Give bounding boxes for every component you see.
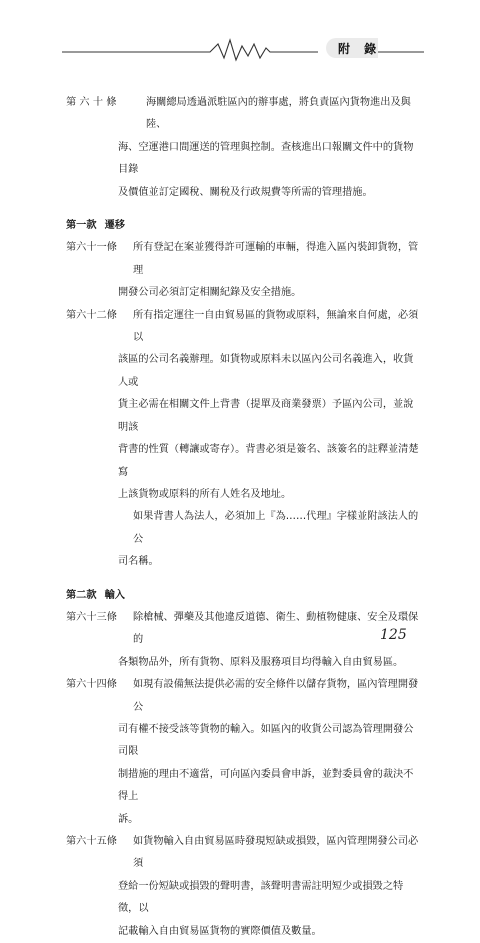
- section-number: 第二款: [66, 589, 97, 601]
- article-line: 該區的公司名義辦理。如貨物或原料未以區內公司名義進入，收貨人或: [118, 354, 414, 388]
- article-line: 司名稱。: [118, 556, 159, 568]
- article-line: 除槍械、彈藥及其他違反道德、衛生、動植物健康、安全及環保的: [133, 611, 419, 646]
- article-line: 制措施的理由不適當，可向區內委員會申訴，並對委員會的裁決不得上: [118, 768, 414, 803]
- article-number: 第六十四條: [66, 679, 117, 691]
- article-line: 司有權不接受該等貨物的輸入。如區內的收貨公司認為管理開發公司限: [118, 723, 414, 758]
- article-line: 所有登記在案並獲得許可運輸的車輛，得進入區內裝卸貨物，管理: [133, 242, 419, 276]
- header-title: 附 錄: [338, 42, 382, 56]
- article-62-paragraph-2: [66, 506, 422, 573]
- article-63: [66, 607, 422, 674]
- article-number: 第六十五條: [66, 836, 117, 847]
- page-number: 125: [380, 627, 407, 643]
- heartbeat-line-decoration: [0, 0, 480, 70]
- page-header: [0, 0, 480, 70]
- section-title: 輸入: [104, 589, 125, 601]
- article-61: [66, 237, 422, 304]
- article-line: 所有指定運往一自由貿易區的貨物或原料，無論來自何處，必須以: [133, 309, 419, 344]
- section-heading-2: [66, 585, 422, 607]
- article-60: [66, 92, 422, 204]
- article-62: [66, 305, 422, 507]
- article-line: 及價值並訂定國稅、關稅及行政規費等所需的管理措施。: [118, 186, 373, 198]
- article-line: 海關總局透過派駐區內的辦事處，將負責區內貨物進出及與陸、: [146, 97, 411, 131]
- article-line: 海、空運港口間運送的管理與控制。查核進出口報關文件中的貨物目錄: [118, 141, 414, 176]
- article-line: 記載輸入自由貿易區貨物的實際價值及數量。: [118, 925, 322, 937]
- article-line: 訴。: [118, 813, 139, 825]
- article-number: 第 六 十 條: [66, 97, 117, 108]
- article-line: 開發公司必須訂定相關紀錄及安全措施。: [118, 287, 302, 299]
- article-64: [66, 674, 422, 831]
- article-line: 貨主必需在相關文件上背書（提單及商業發票）予區內公司，並說明該: [118, 399, 414, 433]
- article-line: 上該貨物或原料的所有人姓名及地址。: [118, 488, 292, 500]
- article-line: 各類物品外，所有貨物、原料及服務項目均得輸入自由貿易區。: [118, 656, 404, 668]
- article-number: 第六十二條: [66, 309, 117, 321]
- section-heading-1: [66, 215, 422, 237]
- article-line: 如現有設備無法提供必需的安全條件以儲存貨物，區內管理開發公: [133, 679, 419, 713]
- article-line: 如貨物輸入自由貿易區時發現短缺或損毀，區內管理開發公司必須: [133, 836, 419, 870]
- article-number: 第六十三條: [66, 611, 117, 623]
- article-65: [66, 831, 422, 943]
- section-number: 第一款: [66, 220, 97, 232]
- article-number: 第六十一條: [66, 242, 117, 254]
- article-line: 登給一份短缺或損毀的聲明書，該聲明書需註明短少或損毀之特徵，以: [118, 880, 404, 915]
- section-title: 遷移: [104, 220, 125, 232]
- article-line: 如果背書人為法人，必須加上『為……代理』字樣並附該法人的公: [133, 511, 419, 545]
- article-line: 背書的性質（轉讓或寄存）。背書必須是簽名、該簽名的註釋並清楚寫: [118, 444, 419, 478]
- document-body: [66, 92, 422, 943]
